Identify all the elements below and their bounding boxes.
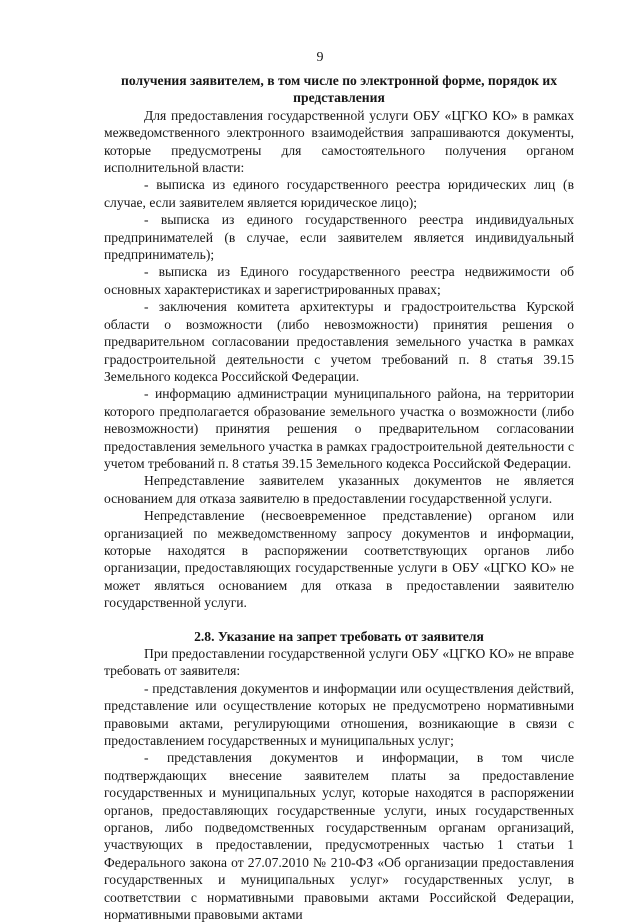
late-submission-paragraph: Непредставление (несвоевременное представление) органом или организацией по межведомственному запросу документов и информации, которые находятся в распоряжении соответствующих органов либо организации, предоставляющих государственные услуги в ОБУ «ЦГКО КО» не может являться основанием для отказа в предоставлении заявителю государственной услуги. (104, 508, 574, 611)
list-item: - информацию администрации муниципального района, на территории которого предполагается образование земельного участка о возможности (либо невозможности) принятия решения о предварительном согласовании предоставления земельного участка в рамках градостроительной деятельности с учетом требований п. 8 статья 39.15 Земельного кодекса Российской Федерации. (104, 386, 574, 471)
list-item: - заключения комитета архитектуры и градостроительства Курской области о возможности (либо невозможности) принятия решения о предварительном согласовании предоставления земельного участка в рамках градостроительной деятельности с учетом требований п. 8 статья 39.15 Земельного кодекса Российской Федерации. (104, 299, 574, 384)
section-2-8-intro: При предоставлении государственной услуги ОБУ «ЦГКО КО» не вправе требовать от заявителя: (104, 646, 574, 679)
intro-paragraph: Для предоставления государственной услуги ОБУ «ЦГКО КО» в рамках межведомственного электронного взаимодействия запрашиваются документы, которые предусмотрены для самостоятельного получения органом исполнительной власти: (104, 107, 574, 176)
document-body (104, 72, 574, 924)
section-2-8-title: 2.8. Указание на запрет требовать от заявителя (194, 628, 484, 644)
list-item: - выписка из Единого государственного реестра недвижимости об основных характеристиках и зарегистрированных правах; (104, 264, 574, 297)
list-item: - выписка из единого государственного реестра юридических лиц (в случае, если заявителем является юридическое лицо); (104, 177, 574, 210)
section-heading-continued: получения заявителем, в том числе по электронной форме, порядок их представления (121, 73, 557, 106)
list-item: - представления документов и информации, в том числе подтверждающих внесение заявителем платы за предоставление государственных и муниципальных услуг, которые находятся в распоряжении органов, предоставляющих государственные услуги, иных государственных органов, либо подведомственных государственным органам организаций, участвующих в предоставлении, предусмотренных частью 1 статьи 1 Федерального закона от 27.07.2010 № 210-ФЗ «Об организации предоставления государственных и муниципальных услуг» государственных услуг, в соответствии с нормативными правовыми актами Российской Федерации, нормативными правовыми актами (104, 750, 574, 923)
nonsubmission-paragraph: Непредставление заявителем указанных документов не является основанием для отказа заявителю в предоставлении государственной услуги. (104, 473, 574, 506)
list-item: - выписка из единого государственного реестра индивидуальных предпринимателей (в случае, если заявителем является индивидуальный предприниматель); (104, 212, 574, 263)
page-number: 9 (316, 50, 324, 65)
list-item: - представления документов и информации или осуществления действий, представление или осуществление которых не предусмотрено нормативными правовыми актами, регулирующими отношения, возникающие в связи с предоставлением государственных и муниципальных услуг; (104, 680, 574, 749)
